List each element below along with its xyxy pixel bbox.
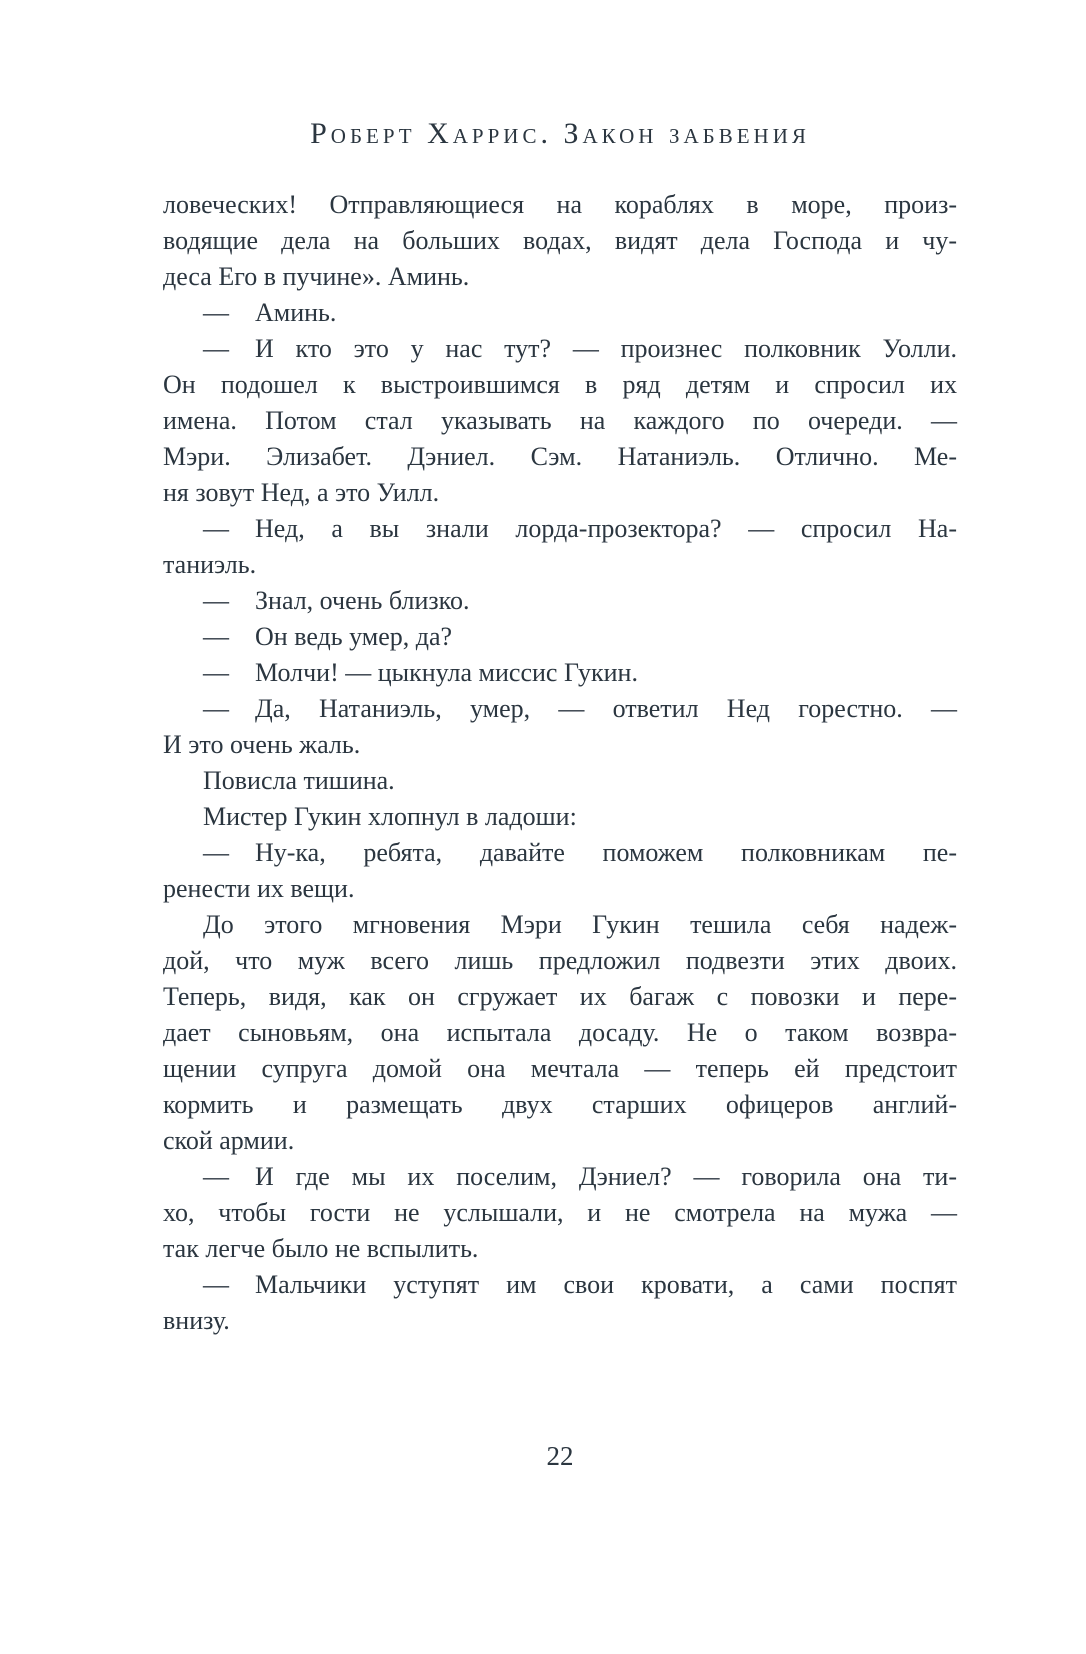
text-line: ской армии. (163, 1126, 295, 1155)
text-line: — Аминь. (203, 298, 337, 327)
text-line: дой, что муж всего лишь предложил подвезти этих двоих. (163, 946, 957, 975)
text-line: — Он ведь умер, да? (203, 622, 453, 651)
page-number: 22 (546, 1441, 574, 1471)
text-line: водящие дела на больших водах, видят дела Господа и чу- (163, 226, 957, 255)
text-line: До этого мгновения Мэри Гукин тешила себя надеж- (203, 910, 957, 939)
paragraph (163, 619, 957, 655)
paragraph (163, 655, 957, 691)
paragraph (163, 691, 957, 763)
text-line: — Знал, очень близко. (203, 586, 470, 615)
text-line: таниэль. (163, 550, 257, 579)
text-line: Мистер Гукин хлопнул в ладоши: (203, 802, 577, 831)
running-header: Роберт Харрис. Закон забвения (310, 117, 810, 150)
paragraph (163, 1267, 957, 1339)
paragraph (163, 799, 957, 835)
paragraph (163, 187, 957, 295)
paragraph (163, 331, 957, 511)
text-line: деса Его в пучине». Аминь. (163, 262, 470, 291)
paragraph (163, 511, 957, 583)
text-line: кормить и размещать двух старших офицеров англий- (163, 1090, 957, 1119)
paragraph (163, 583, 957, 619)
text-line: ренести их вещи. (163, 874, 355, 903)
text-line: так легче было не вспылить. (163, 1234, 479, 1263)
text-line: Повисла тишина. (203, 766, 395, 795)
paragraph (163, 763, 957, 799)
text-line: Теперь, видя, как он сгружает их багаж с повозки и пере- (163, 982, 957, 1011)
text-line: — Ну-ка, ребята, давайте поможем полковникам пе- (203, 838, 957, 867)
text-line: — Да, Натаниэль, умер, — ответил Нед горестно. — (203, 694, 957, 723)
text-line: И это очень жаль. (163, 730, 361, 759)
text-line: ня зовут Нед, а это Уилл. (163, 478, 440, 507)
text-line: Он подошел к выстроившимся в ряд детям и спросил их (163, 370, 957, 399)
text-line: — Мальчики уступят им свои кровати, а сами поспят (203, 1270, 957, 1299)
paragraph (163, 907, 957, 1159)
text-line: — Молчи! — цыкнула миссис Гукин. (203, 658, 638, 687)
text-line: — И кто это у нас тут? — произнес полковник Уолли. (203, 334, 957, 363)
paragraph (163, 295, 957, 331)
text-line: имена. Потом стал указывать на каждого по очереди. — (163, 406, 957, 435)
text-line: — Нед, а вы знали лорда-прозектора? — спросил На- (203, 514, 957, 543)
text-line: Мэри. Элизабет. Дэниел. Сэм. Натаниэль. Отлично. Ме- (163, 442, 957, 471)
text-line: щении супруга домой она мечтала — теперь ей предстоит (163, 1054, 957, 1083)
text-line: ловеческих! Отправляющиеся на кораблях в море, произ- (163, 190, 957, 219)
text-line: хо, чтобы гости не услышали, и не смотрела на мужа — (163, 1198, 957, 1227)
text-line: дает сыновьям, она испытала досаду. Не о таком возвра- (163, 1018, 957, 1047)
paragraph (163, 835, 957, 907)
text-line: — И где мы их поселим, Дэниел? — говорила она ти- (203, 1162, 957, 1191)
text-block (163, 187, 957, 1339)
paragraph (163, 1159, 957, 1267)
text-line: внизу. (163, 1306, 230, 1335)
